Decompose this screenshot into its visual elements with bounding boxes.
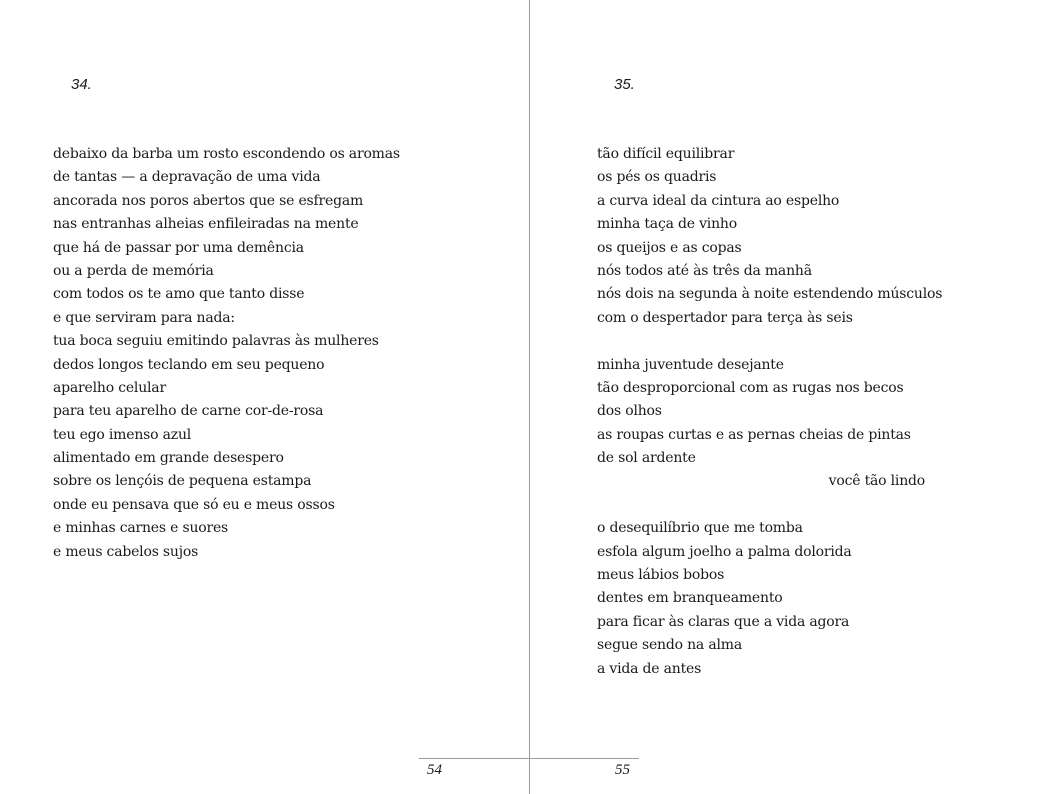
poem-line: os pés os quadris [597,169,717,186]
poem-line: onde eu pensava que só eu e meus ossos [53,496,335,513]
poem-line: segue sendo na alma [597,637,742,654]
poem-line: alimentado em grande desespero [53,450,284,467]
poem-line: a vida de antes [597,660,702,677]
poem-line: os queijos e as copas [597,239,742,256]
poem-line: minha taça de vinho [597,216,737,233]
poem-left [53,143,400,564]
page-number-left: 54 [427,762,442,778]
poem-number-left: 34. [71,76,92,93]
poem-line: as roupas curtas e as pernas cheias de pintas [597,426,911,443]
poem-line: aparelho celular [53,379,166,396]
poem-line: para teu aparelho de carne cor-de-rosa [53,403,324,420]
poem-line: teu ego imenso azul [53,426,192,443]
poem-line: que há de passar por uma demência [53,239,304,256]
poem-line: e meus cabelos sujos [53,543,199,560]
footer-rule [419,758,639,759]
poem-line: tão desproporcional com as rugas nos becos [597,379,904,396]
poem-line: dos olhos [597,403,662,420]
poem-right [597,143,943,681]
poem-line: nós dois na segunda à noite estendendo músculos [597,286,943,303]
poem-line: minha juventude desejante [597,356,784,373]
poem-line: tão difícil equilibrar [597,146,735,162]
poem-number-right: 35. [614,76,635,93]
poem-line-indented: você tão lindo [828,473,925,490]
poem-line: debaixo da barba um rosto escondendo os aromas [53,146,400,162]
poem-line: e que serviram para nada: [53,309,235,326]
poem-line: dentes em branqueamento [597,590,783,607]
poem-line: sobre os lençóis de pequena estampa [53,473,312,490]
poem-line: nas entranhas alheias enfileiradas na mente [53,216,359,233]
poem-line: com o despertador para terça às seis [597,309,853,326]
poem-line: esfola algum joelho a palma dolorida [597,543,852,560]
poem-line: ou a perda de memória [53,262,214,279]
page-gutter [529,0,530,794]
poem-line: meus lábios bobos [597,567,725,584]
poem-line: para ficar às claras que a vida agora [597,613,850,630]
poem-line: o desequilíbrio que me tomba [597,520,803,537]
poem-line: nós todos até às três da manhã [597,262,812,279]
stanza-break [597,494,927,517]
poem-line: e minhas carnes e suores [53,520,229,537]
poem-line: a curva ideal da cintura ao espelho [597,192,840,209]
poem-line: de sol ardente [597,450,696,467]
poem-line: de tantas — a depravação de uma vida [53,169,321,186]
poem-line: tua boca seguiu emitindo palavras às mulheres [53,333,379,350]
page-number-right: 55 [615,762,630,778]
poem-line: dedos longos teclando em seu pequeno [53,356,325,373]
poem-line: com todos os te amo que tanto disse [53,286,305,303]
poem-line: ancorada nos poros abertos que se esfregam [53,192,364,209]
stanza-break [597,330,927,353]
